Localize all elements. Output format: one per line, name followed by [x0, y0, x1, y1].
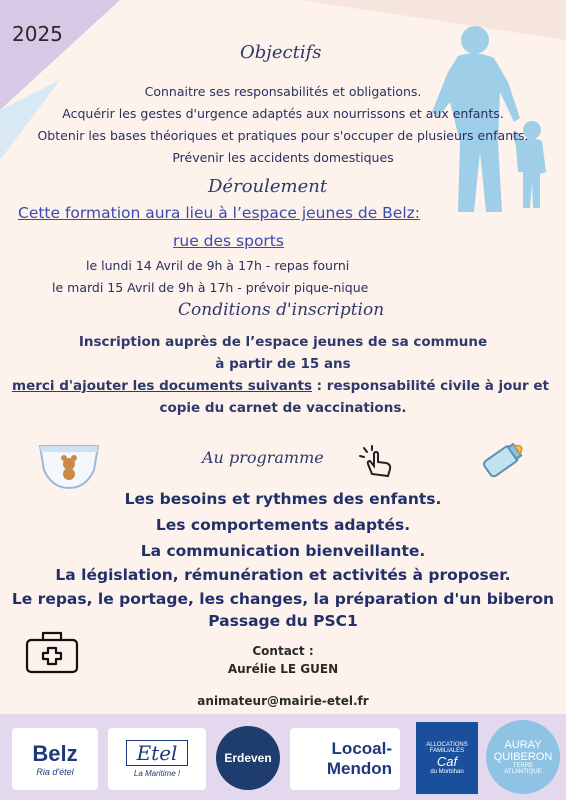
etel-logo-sub: La Maritime !: [133, 769, 181, 778]
objectif-line: Acquérir les gestes d'urgence adaptés aux nourrissons et aux enfants.: [62, 106, 504, 121]
vaccination-line: copie du carnet de vaccinations.: [159, 400, 407, 416]
baby-bottle-icon: [476, 436, 532, 482]
programme-item: La législation, rémunération et activités à proposer.: [55, 566, 511, 584]
belz-logo: [12, 728, 98, 790]
conditions-title: Conditions d'inscription: [178, 300, 385, 320]
locoal-logo-text: Locoal-: [331, 739, 392, 758]
programme-item: Les comportements adaptés.: [155, 516, 411, 534]
documents-line: [12, 378, 549, 394]
programme-title: Au programme: [202, 448, 324, 467]
documents-text: : responsabilité civile à jour et: [311, 378, 550, 394]
objectif-line: Obtenir les bases théoriques et pratiques pour s'occuper de plusieurs enfants.: [37, 128, 529, 143]
date-line: le lundi 14 Avril de 9h à 17h - repas fourni: [86, 258, 350, 273]
contact-label: Contact :: [252, 644, 314, 658]
locoal-mendon-logo: [290, 728, 400, 790]
erdeven-logo: [216, 726, 280, 790]
objectif-line: Prévenir les accidents domestiques: [172, 150, 394, 165]
diaper-icon: [36, 440, 102, 492]
programme-item: Les besoins et rythmes des enfants.: [124, 490, 442, 508]
belz-logo-text: Belz: [32, 741, 78, 766]
caf-logo: [416, 722, 478, 794]
year-label: 2025: [12, 22, 63, 46]
objectif-line: Connaitre ses responsabilités et obligations.: [144, 84, 422, 99]
date-line: le mardi 15 Avril de 9h à 17h - prévoir pique-nique: [52, 280, 369, 295]
inscription-line: Inscription auprès de l’espace jeunes de sa commune: [78, 334, 488, 350]
aq-logo-line: AURAY: [504, 739, 542, 751]
aq-logo-line: TERRE: [512, 763, 534, 769]
partner-logos-bar: [0, 714, 566, 800]
address-line: rue des sports: [173, 232, 284, 250]
programme-item: La communication bienveillante.: [140, 542, 426, 560]
caf-logo-name: Caf: [436, 753, 458, 769]
documents-link[interactable]: merci d'ajouter les documents suivants: [12, 378, 312, 394]
etel-logo: [108, 728, 206, 790]
objectifs-title: Objectifs: [240, 42, 322, 63]
programme-item: Le repas, le portage, les changes, la préparation d'un biberon: [11, 590, 555, 608]
erdeven-logo-text: Erdeven: [224, 751, 272, 765]
aq-logo-line: ATLANTIQUE: [504, 769, 542, 775]
auray-quiberon-logo: [486, 720, 560, 794]
programme-item: Passage du PSC1: [208, 612, 358, 630]
aq-logo-line: QUIBERON: [493, 751, 553, 763]
mendon-logo-text: Mendon: [326, 759, 392, 778]
contact-email[interactable]: animateur@mairie-etel.fr: [197, 694, 369, 708]
age-line: à partir de 15 ans: [215, 356, 351, 372]
contact-name: Aurélie LE GUEN: [227, 662, 339, 676]
caf-logo-line: ALLOCATIONS: [426, 741, 468, 748]
caf-logo-line: FAMILIALES: [429, 747, 465, 754]
belz-logo-sub: Ria d'étel: [36, 767, 74, 777]
deroulement-title: Déroulement: [208, 176, 328, 197]
lieu-line: Cette formation aura lieu à l’espace jeunes de Belz:: [18, 204, 421, 222]
etel-logo-text: Etel: [126, 740, 189, 766]
pointing-hand-icon: [358, 444, 398, 480]
caf-logo-line: du Morbihan: [430, 768, 464, 775]
